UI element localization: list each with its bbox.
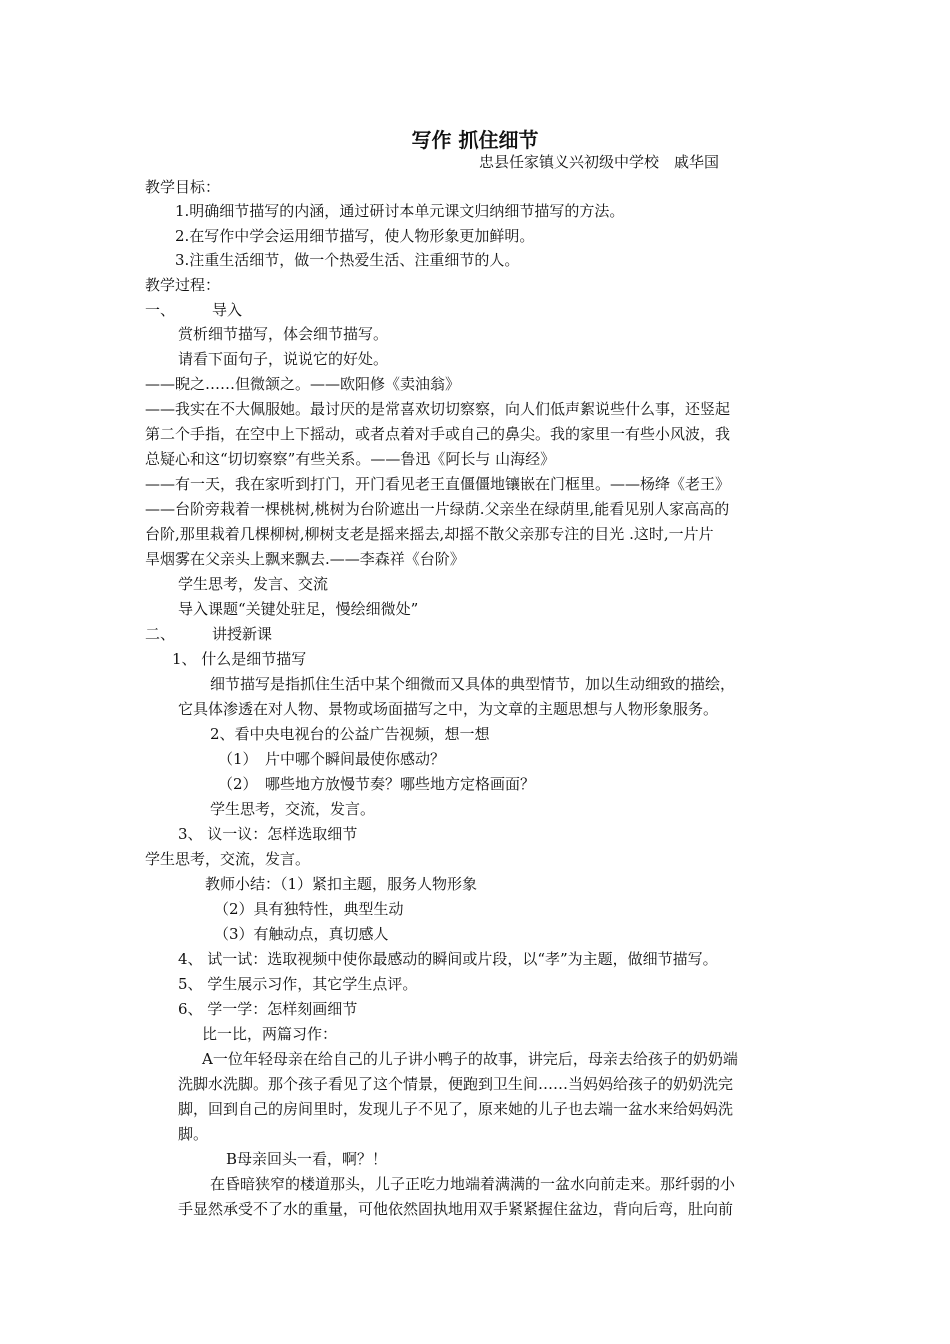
page-title: 写作 抓住细节	[411, 128, 539, 152]
essay-line: A一位年轻母亲在给自己的儿子讲小鸭子的故事，讲完后，母亲去给孩子的奶奶端	[202, 1050, 738, 1068]
essay-line: 洗脚水洗脚。那个孩子看见了这个情景，便跑到卫生间……当妈妈给孩子的奶奶洗完	[178, 1075, 734, 1093]
essay-line: B母亲回头一看，啊？！	[226, 1150, 388, 1168]
quote-line: ——台阶旁栽着一棵桃树,桃树为台阶遮出一片绿荫.父亲坐在绿荫里,能看见别人家高高的	[145, 500, 730, 518]
quote-line: 旱烟雾在父亲头上飘来飘去.——李森祥《台阶》	[145, 550, 465, 568]
summary: 教师小结：（1）紧扣主题，服务人物形象	[205, 875, 478, 893]
paragraph: 请看下面句子，说说它的好处。	[178, 350, 389, 368]
paragraph: 赏析细节描写，体会细节描写。	[178, 325, 389, 343]
process-heading: 教学过程：	[145, 276, 221, 294]
paragraph: 细节描写是指抓住生活中某个细微而又具体的典型情节，加以生动细致的描绘，	[210, 675, 736, 693]
subsection-title: 3、 议一议：怎样选取细节	[178, 825, 358, 843]
quote: ——睨之……但微颔之。——欧阳修《卖油翁》	[145, 375, 461, 393]
essay-line: 在昏暗狭窄的楼道那头，儿子正吃力地端着满满的一盆水向前走来。那纤弱的小	[210, 1175, 736, 1193]
paragraph: 学生思考，交流，发言。	[145, 850, 311, 868]
subsection-title: 4、 试一试：选取视频中使你最感动的瞬间或片段，以“孝”为主题，做细节描写。	[178, 950, 718, 968]
section-number: 一、	[145, 301, 176, 319]
question: （2） 哪些地方放慢节奏？哪些地方定格画面？	[218, 775, 536, 793]
essay-line: 脚，回到自己的房间里时，发现儿子不见了，原来她的儿子也去端一盆水来给妈妈洗	[178, 1100, 734, 1118]
subsection-title: 1、 什么是细节描写	[172, 650, 307, 668]
author-line: 忠县任家镇义兴初级中学校 戚华国	[479, 153, 720, 171]
essay-line: 手显然承受不了水的重量，可他依然固执地用双手紧紧握住盆边，背向后弯，肚向前	[178, 1200, 734, 1218]
section-number: 二、	[145, 625, 176, 643]
goal-item: 2.在写作中学会运用细节描写，使人物形象更加鲜明。	[175, 227, 535, 245]
paragraph: 学生思考，交流，发言。	[210, 800, 376, 818]
quote-line: 第二个手指，在空中上下摇动，或者点着对手或自己的鼻尖。我的家里一有些小风波，我	[145, 425, 731, 443]
quote-line: 总疑心和这“切切察察”有些关系。——鲁迅《阿长与 山海经》	[145, 450, 556, 468]
section-title: 讲授新课	[212, 625, 273, 643]
essay-line: 脚。	[178, 1125, 209, 1143]
paragraph: 导入课题“关键处驻足，慢绘细微处”	[178, 600, 419, 618]
summary: （2）具有独特性，典型生动	[214, 900, 404, 918]
subsection-title: 2、看中央电视台的公益广告视频，想一想	[210, 725, 490, 743]
quote-line: ——我实在不大佩服她。最讨厌的是常喜欢切切察察，向人们低声絮说些什么事，还竖起	[145, 400, 731, 418]
quote: ——有一天，我在家听到打门，开门看见老王直僵僵地镶嵌在门框里。——杨绛《老王》	[145, 475, 731, 493]
goal-item: 3.注重生活细节，做一个热爱生活、注重细节的人。	[175, 251, 520, 269]
paragraph: 比一比，两篇习作：	[202, 1025, 338, 1043]
paragraph: 学生思考，发言、交流	[178, 575, 329, 593]
summary: （3）有触动点，真切感人	[214, 925, 389, 943]
subsection-title: 5、 学生展示习作，其它学生点评。	[178, 975, 418, 993]
question: （1） 片中哪个瞬间最使你感动？	[218, 750, 446, 768]
paragraph: 它具体渗透在对人物、景物或场面描写之中，为文章的主题思想与人物形象服务。	[178, 700, 719, 718]
section-title: 导入	[212, 301, 243, 319]
subsection-title: 6、 学一学：怎样刻画细节	[178, 1000, 358, 1018]
goals-heading: 教学目标：	[145, 178, 221, 196]
quote-line: 台阶,那里栽着几棵柳树,柳树支老是摇来摇去,却摇不散父亲那专注的目光 .这时,一片片	[145, 525, 714, 543]
goal-item: 1.明确细节描写的内涵，通过研讨本单元课文归纳细节描写的方法。	[175, 202, 625, 220]
